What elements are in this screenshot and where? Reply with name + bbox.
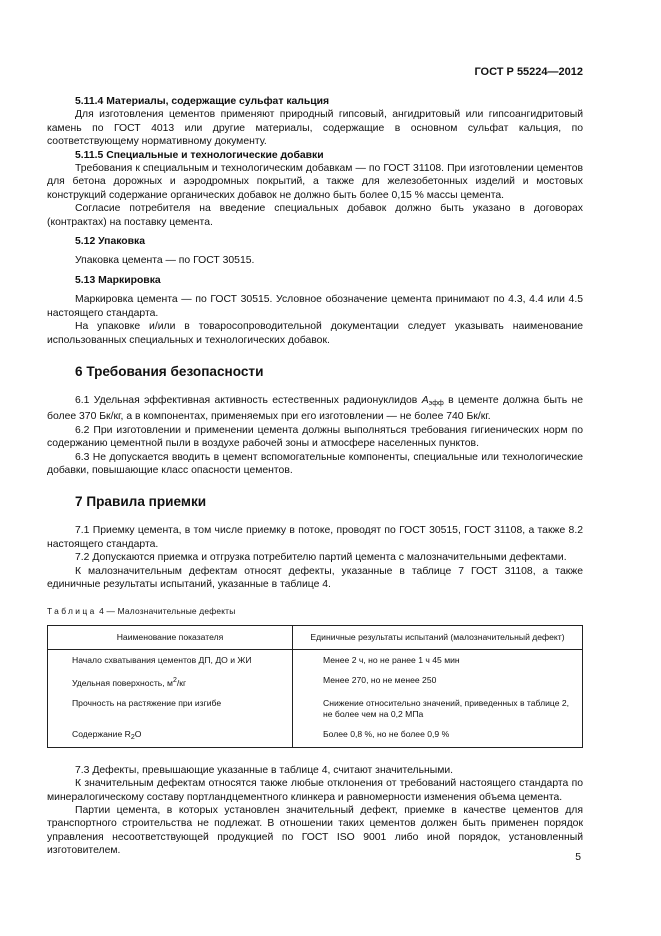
column-header-name: Наименование показателя (48, 625, 293, 649)
paragraph-6-2: 6.2 При изготовлении и применении цемента должны выполняться требования гигиенических норм по содержанию цементной пыли в воздухе рабочей зоны и атмосфере населенных пунктов. (47, 424, 583, 450)
indicator-cell: Начало схватывания цементов ДП, ДО и ЖИ (48, 649, 293, 670)
indicator-cell: Удельная поверхность, $м^2/кг$ (48, 670, 293, 693)
result-cell: Менее 270, но не менее 250 (293, 670, 583, 693)
paragraph-7-1: 7.1 Приемку цемента, в том числе приемку в потоке, проводят по ГОСТ 30515, ГОСТ 31108, а также 8.2 настоящего стандарта. (47, 525, 583, 550)
heading-5-11-4: 5.11.4 Материалы, содержащие сульфат кальция (75, 96, 330, 107)
paragraph: Требования к специальным и технологическим добавкам — по ГОСТ 31108. При изготовлении цементов для бетона дорожных и аэродромных покрытий, а также для железобетонных изделий и мостовых конструкций содержание органических добавок не должно быть более 0,15 % массы цемента. (47, 163, 583, 201)
paragraph: К значительным дефектам относятся также любые отклонения от требований настоящего стандарта по минералогическому составу портландцементного клинкера и равномерности изменения объема цемента. (47, 778, 583, 803)
paragraph: Для изготовления цементов применяют природный гипсовый, ангидритовый или гипсоангидритовый камень по ГОСТ 4013 или другие материалы, содержащие в основном сульфат кальция, по соответствующему нормативному документу. (47, 109, 583, 148)
heading-section-7: 7 Правила приемки (75, 494, 207, 510)
heading-5-11-5: 5.11.5 Специальные и технологические добавки (75, 149, 324, 161)
heading-5-12: 5.12 Упаковка (75, 236, 146, 248)
paragraph: Партии цемента, в которых установлен значительный дефект, приемке в качестве цементов для транспортного строительства не подлежат. В отношении таких цементов должен быть применен порядок управления несоответствующей продукцией по ГОСТ ISO 9001 либо иной порядок, установленный изготовителем. (47, 805, 583, 857)
page-number: 5 (575, 852, 581, 863)
table-header-row (48, 625, 583, 649)
indicator-cell: Содержание $R_2O$ (48, 724, 293, 748)
paragraph: Согласие потребителя на введение специальных добавок должно быть указано в договорах (контрактах) на поставку цемента. (47, 203, 583, 228)
paragraph: Маркировка цемента — по ГОСТ 30515. Условное обозначение цемента принимают по 4.3, 4.4 или 4.5 настоящего стандарта. (47, 294, 583, 319)
heading-section-6: 6 Требования безопасности (75, 363, 264, 379)
paragraph-7-2: 7.2 Допускаются приемка и отгрузка потребителю партий цемента с малозначительными дефектами. (75, 552, 567, 564)
result-cell: Менее 2 ч, но не ранее 1 ч 45 мин (293, 649, 583, 670)
table-row (48, 670, 583, 693)
column-header-result: Единичные результаты испытаний (малозначительный дефект) (293, 625, 583, 649)
table-caption: Таблица 4 — Малозначительные дефекты (47, 606, 236, 617)
indicator-cell: Прочность на растяжение при изгибе (48, 693, 293, 724)
paragraph-6-3: 6.3 Не допускается вводить в цемент вспомогательные компоненты, специальные или технологические добавки, повышающие класс опасности цементов. (47, 451, 583, 476)
result-cell: Снижение относительно значений, приведенных в таблице 2, не более чем на 0,2 МПа (293, 693, 583, 724)
result-cell: Более 0,8 %, но не более 0,9 % (293, 724, 583, 748)
doc-number-header: ГОСТ Р 55224—2012 (474, 66, 583, 78)
paragraph-6-1: 6.1 Удельная эффективная активность естественных радионуклидов $A_{эфф}$ в цементе должна быть не более 370 Бк/кг, а в компонентах, применяемых при его изготовлении — не более 740 Бк/кг. (47, 394, 583, 423)
table-row (48, 693, 583, 724)
defects-table (47, 625, 583, 748)
page-content (47, 95, 583, 858)
paragraph: Упаковка цемента — по ГОСТ 30515. (75, 255, 255, 267)
paragraph: На упаковке и/или в товаросопроводительной документации следует указывать наименование использованных специальных и технологических добавок. (47, 321, 583, 346)
heading-5-13: 5.13 Маркировка (75, 274, 161, 286)
paragraph-7-3: 7.3 Дефекты, превышающие указанные в таблице 4, считают значительными. (75, 764, 454, 776)
table-row (48, 724, 583, 748)
paragraph: К малозначительным дефектам относят дефекты, указанные в таблице 7 ГОСТ 31108, а также единичные результаты испытаний, указанные в таблице 4. (47, 565, 583, 590)
table-row (48, 649, 583, 670)
